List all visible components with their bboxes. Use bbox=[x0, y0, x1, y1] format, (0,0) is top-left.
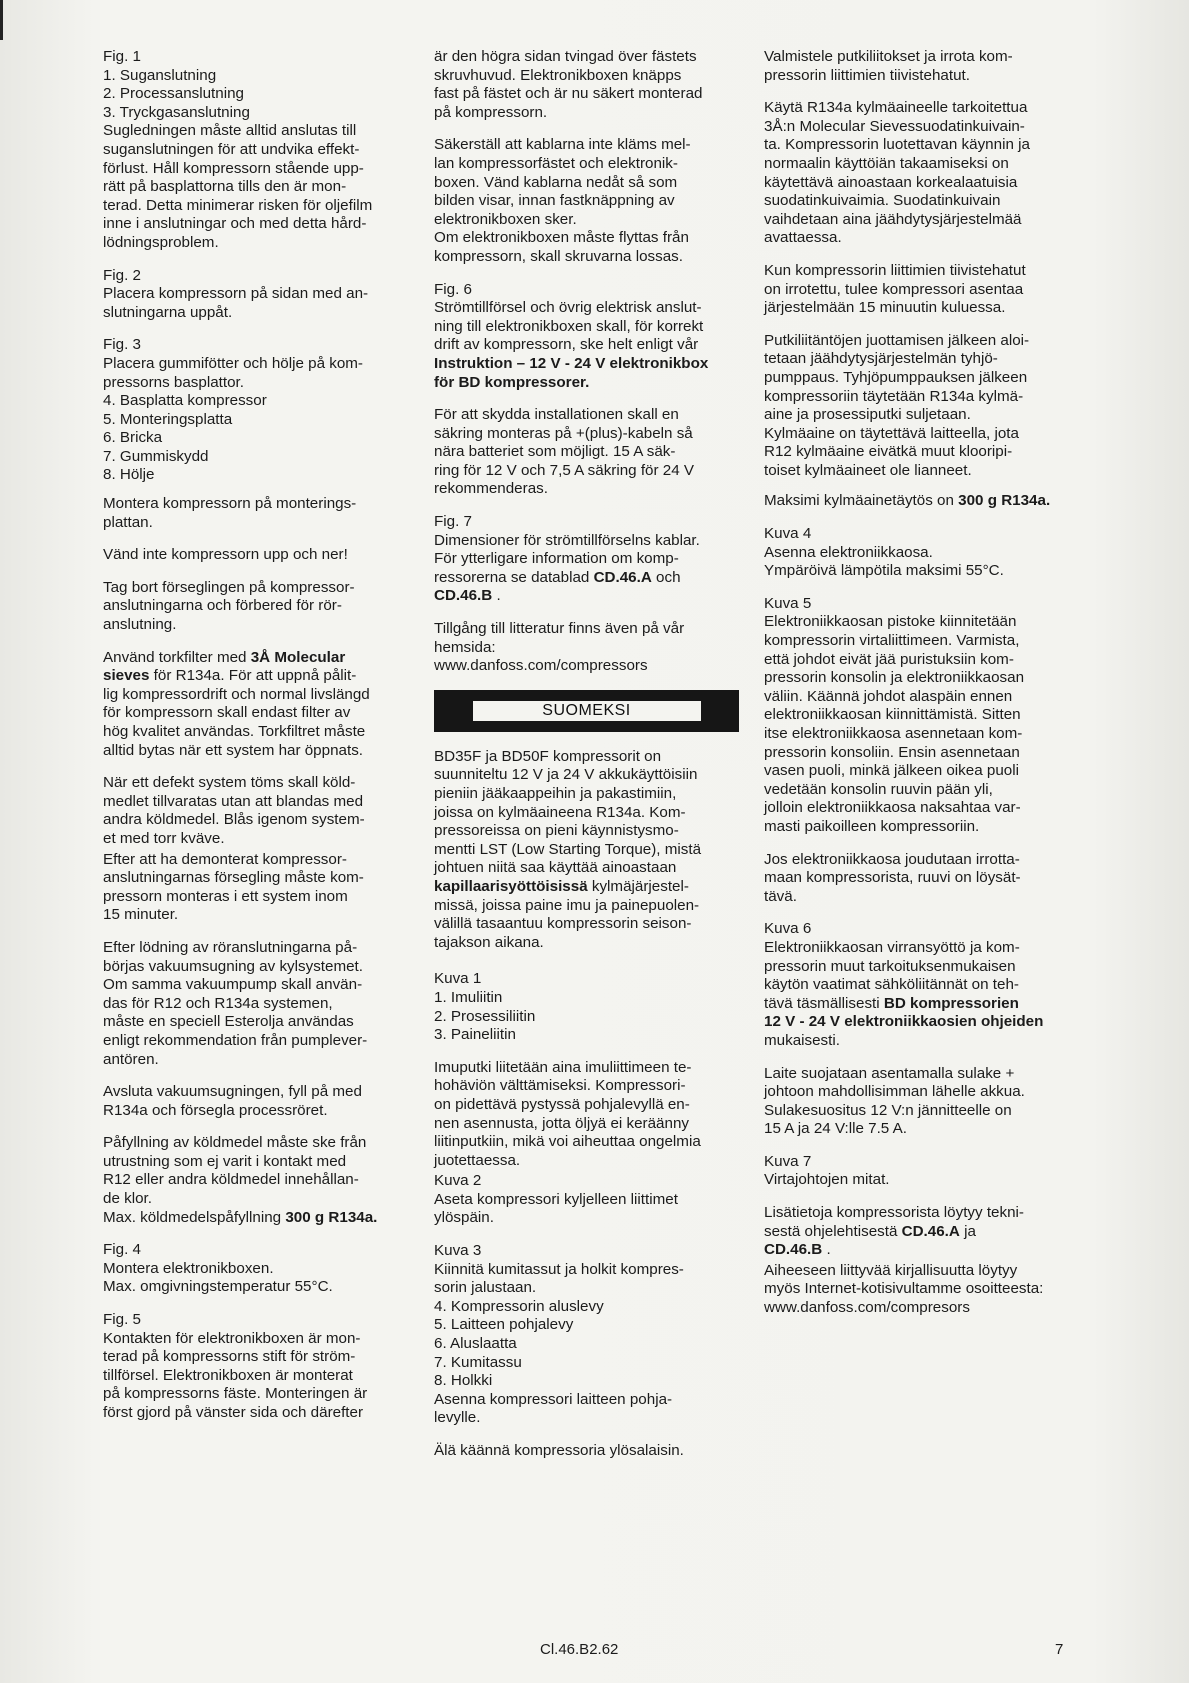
text: kylmäjärjestel- bbox=[587, 877, 689, 895]
text-line: måste en speciell Esterolja användas bbox=[103, 1013, 354, 1031]
paragraph-fuse bbox=[434, 406, 739, 499]
text-line: Sugledningen måste alltid anslutas till bbox=[103, 122, 357, 140]
text: . bbox=[822, 1241, 831, 1259]
text-line: jolloin elektroniikkaosa naksahtaa var- bbox=[764, 799, 1021, 817]
text-line: de klor. bbox=[103, 1190, 152, 1208]
text-line: R12 eller andra köldmedel innehållan- bbox=[103, 1171, 359, 1189]
text-line: rekommenderas. bbox=[434, 480, 548, 498]
text-line: boxen. Vänd kablarna nedåt så som bbox=[434, 173, 678, 191]
text-line: myös Internet-kotisivultamme osoitteesta: bbox=[764, 1280, 1044, 1298]
text-line: Vänd inte kompressorn upp och ner! bbox=[103, 546, 348, 564]
text: . bbox=[492, 587, 501, 605]
text-line: andra köldmedel. Blås igenom system- bbox=[103, 811, 365, 829]
text: tävä täsmällisesti bbox=[764, 994, 884, 1012]
text-line: Kuva 2 bbox=[434, 1172, 482, 1190]
paragraph-cables bbox=[434, 136, 739, 266]
document-code: Cl.46.B2.62 bbox=[540, 1641, 619, 1658]
doc-ref: CD.46.A bbox=[593, 568, 652, 586]
text-line: suunniteltu 12 V ja 24 V akkukäyttöisiin bbox=[434, 766, 698, 784]
text-line: juotettaessa. bbox=[434, 1151, 521, 1169]
text-line: 15 A ja 24 V:lle 7.5 A. bbox=[764, 1120, 907, 1138]
text-line: skruvhuvud. Elektronikboxen knäpps bbox=[434, 66, 682, 84]
text-line: 3. Paineliitin bbox=[434, 1026, 516, 1044]
text-line: När ett defekt system töms skall köld- bbox=[103, 774, 356, 792]
text-line: www.danfoss.com/compresors bbox=[764, 1299, 970, 1317]
text: och bbox=[651, 568, 681, 586]
text-line: nen asennusta, jotta öljyä ei keräänny bbox=[434, 1114, 689, 1132]
text-line: tajakson aikana. bbox=[434, 933, 544, 951]
text: ressorerna se datablad bbox=[434, 568, 594, 586]
text-line: maan kompressorista, ruuvi on löysät- bbox=[764, 869, 1021, 887]
text-line: Avsluta vakuumsugningen, fyll på med bbox=[103, 1083, 362, 1101]
text-line: käytettävä ainoastaan korkealaatuisia bbox=[764, 173, 1018, 191]
text-line: Montera elektronikboxen. bbox=[103, 1259, 274, 1277]
text-line: masti paikoilleen kompressoriin. bbox=[764, 817, 980, 835]
section-kuva6 bbox=[764, 920, 1071, 1050]
text-line: johtuen niitä saa käyttää ainoastaan bbox=[434, 859, 677, 877]
text-line: 15 minuter. bbox=[103, 906, 179, 924]
text-line bbox=[764, 995, 1071, 1014]
text-line: plattan. bbox=[103, 513, 153, 531]
text-bold: kapillaarisyöttöisissä bbox=[434, 877, 588, 895]
paragraph-filter bbox=[103, 649, 405, 761]
text-line: 6. Aluslaatta bbox=[434, 1335, 517, 1353]
text-line: käytön vaatimat sähköliitännät on teh- bbox=[764, 976, 1019, 994]
text-line: på kompressorn. bbox=[434, 103, 548, 121]
paragraph-more-info bbox=[764, 1204, 1071, 1260]
page-number: 7 bbox=[1055, 1641, 1064, 1658]
text-line: avattaessa. bbox=[764, 229, 842, 247]
text-line: är den högra sidan tvingad över fästets bbox=[434, 48, 697, 65]
text-line: välillä tasaantuu kompressorin seison- bbox=[434, 915, 692, 933]
section-kuva7 bbox=[764, 1153, 1071, 1190]
text-line: Instruktion – 12 V - 24 V elektronikbox bbox=[434, 354, 709, 372]
text-line: Käytä R134a kylmäaineelle tarkoitettua bbox=[764, 99, 1028, 117]
text-line: ta. Kompressorin luotettavan käynnin ja bbox=[764, 136, 1030, 154]
text-line: 3Å:n Molecular Sievessuodatinkuivain- bbox=[764, 117, 1025, 135]
text-line bbox=[764, 1223, 1071, 1242]
text-line: pressorin liittimien tiivistehatut. bbox=[764, 66, 970, 84]
text-line: Kylmäaine on täytettävä laitteella, jota bbox=[764, 424, 1019, 442]
text-line: 2. Processanslutning bbox=[103, 85, 244, 103]
text-line: on irrotettu, tulee kompressori asentaa bbox=[764, 280, 1024, 298]
text-line: inne i anslutningar och med detta hård- bbox=[103, 215, 367, 233]
text-line: sorin jalustaan. bbox=[434, 1279, 537, 1297]
text-line: Påfyllning av köldmedel måste ske från bbox=[103, 1134, 367, 1152]
text-line: förlust. Håll kompressorn stående upp- bbox=[103, 159, 364, 177]
text-line: Fig. 2 bbox=[103, 266, 141, 284]
paragraph-fuse-fi bbox=[764, 1065, 1071, 1139]
text-line: Kuva 6 bbox=[764, 920, 812, 938]
text-line: Fig. 7 bbox=[434, 513, 472, 531]
text-line: Om elektronikboxen måste flyttas från bbox=[434, 229, 689, 247]
text-line: alltid bytas när ett system har öppnats. bbox=[103, 741, 364, 759]
text-line: Tillgång till litteratur finns även på vår bbox=[434, 620, 685, 638]
section-fig7 bbox=[434, 513, 739, 606]
text-line: Virtajohtojen mitat. bbox=[764, 1171, 890, 1189]
text-line: Om samma vakuumpump skall använ- bbox=[103, 976, 363, 994]
text-lines bbox=[434, 748, 739, 878]
text-line: Max. omgivningstemperatur 55°C. bbox=[103, 1278, 333, 1296]
paragraph-filter-fi bbox=[764, 99, 1071, 248]
column-swedish-1 bbox=[103, 48, 405, 1437]
text-line: että johdot eivät jää puristuksiin kom- bbox=[764, 650, 1014, 668]
text: Använd torkfilter med bbox=[103, 648, 251, 666]
section-fig1 bbox=[103, 48, 405, 253]
text-line: kompressorn, skall skruvarna lossas. bbox=[434, 247, 683, 265]
text-line: pressoreissa on pieni käynnistysmo- bbox=[434, 822, 679, 840]
text-line: slutningarna uppåt. bbox=[103, 303, 233, 321]
text-line: kompressorin virtaliittimeen. Varmista, bbox=[764, 632, 1020, 650]
text-line: Elektroniikkaosan pistoke kiinnitetään bbox=[764, 613, 1017, 631]
paragraph-warning bbox=[103, 546, 405, 565]
text-line: Ympäröivä lämpötila maksimi 55°C. bbox=[764, 562, 1004, 580]
text-line: tillförsel. Elektronikboxen är monterat bbox=[103, 1366, 353, 1384]
text-line: på kompressorns fäste. Monteringen är bbox=[103, 1385, 368, 1403]
text-line: anslutningarna och förbered för rör- bbox=[103, 597, 342, 615]
text-bold: BD kompressorien bbox=[883, 994, 1019, 1012]
text-bold-lines bbox=[434, 355, 739, 392]
section-kuva2 bbox=[434, 1172, 739, 1228]
text-line: hemsida: bbox=[434, 638, 496, 656]
text-line: terad. Detta minimerar risken för oljefilm bbox=[103, 196, 373, 214]
paragraph-no-invert bbox=[434, 1442, 739, 1461]
text-line: levylle. bbox=[434, 1409, 481, 1427]
text-line: kompressoriin täytetään R134a kylmä- bbox=[764, 387, 1024, 405]
text-line: das för R12 och R134a systemen, bbox=[103, 994, 333, 1012]
paragraph-refill bbox=[103, 1134, 405, 1227]
text-line: et med torr kväve. bbox=[103, 829, 225, 847]
text-line: normaalin käyttöiän takaamiseksi on bbox=[764, 154, 1009, 172]
text-line: lödningsproblem. bbox=[103, 233, 219, 251]
text-line: för BD kompressorer. bbox=[434, 373, 590, 391]
text-line: Sulakesuositus 12 V:n jännitteelle on bbox=[764, 1101, 1012, 1119]
text-line: rätt på basplattorna tills den är mon- bbox=[103, 178, 347, 196]
doc-ref: CD.46.A bbox=[901, 1222, 960, 1240]
section-fig6 bbox=[434, 281, 739, 393]
text-line: www.danfoss.com/compressors bbox=[434, 657, 648, 675]
text-line: först gjord på vänster sida och därefter bbox=[103, 1404, 364, 1421]
text-line: 5. Monteringsplatta bbox=[103, 410, 233, 428]
section-fig5 bbox=[103, 1311, 405, 1423]
paragraph-website-fi bbox=[764, 1262, 1071, 1318]
text-line: johtoon mahdollisimman lähelle akkua. bbox=[764, 1083, 1025, 1101]
text-line: anslutningarnas försegling måste kom- bbox=[103, 869, 364, 887]
paragraph-caps bbox=[764, 262, 1071, 318]
text-line: utrustning som ej varit i kontakt med bbox=[103, 1152, 347, 1170]
text: Maksimi kylmäainetäytös on bbox=[764, 492, 959, 510]
text-line: för kompressorn skall endast filter av bbox=[103, 704, 351, 722]
text-line: 8. Hölje bbox=[103, 466, 155, 484]
text-line: 1. Imuliitin bbox=[434, 988, 503, 1006]
paragraph-max-fill bbox=[764, 492, 1071, 511]
text-lines bbox=[764, 1204, 1071, 1241]
text-line: Valmistele putkiliitokset ja irrota kom- bbox=[764, 48, 1013, 65]
text-line: Putkiliitäntöjen juottamisen jälkeen aloi- bbox=[764, 331, 1030, 349]
paragraph-mount bbox=[103, 495, 405, 532]
text: sestä ohjelehtisestä bbox=[764, 1222, 902, 1240]
paragraph-demount bbox=[103, 851, 405, 925]
text-line: vaihdetaan aina jäähdytysjärjestelmää bbox=[764, 210, 1022, 228]
text-lines bbox=[434, 513, 739, 606]
text-line: 6. Bricka bbox=[103, 429, 163, 447]
text-line: vasen puoli, minkä jälkeen oikea puoli bbox=[764, 762, 1019, 780]
text-line: antören. bbox=[103, 1050, 159, 1068]
text-line: Asenna elektroniikkaosa. bbox=[764, 543, 933, 561]
text-line: toiset kylmäaineet ole lianneet. bbox=[764, 461, 972, 479]
paragraph-intro-fi bbox=[434, 748, 739, 953]
text-line: Montera kompressorn på monterings- bbox=[103, 495, 357, 513]
text-line: Dimensioner för strömtillförselns kablar. bbox=[434, 531, 700, 549]
text-lines bbox=[764, 920, 1071, 1013]
text-line: Aiheeseen liittyvää kirjallisuutta löytyy bbox=[764, 1261, 1018, 1279]
text-line: 3. Tryckgasanslutning bbox=[103, 103, 250, 121]
text: ja bbox=[959, 1222, 976, 1240]
text-line: börjas vakuumsugning av kylsystemet. bbox=[103, 957, 363, 975]
section-kuva5 bbox=[764, 595, 1071, 837]
text-line: säkring monteras på +(plus)-kabeln så bbox=[434, 424, 693, 442]
paragraph-vacuum bbox=[103, 939, 405, 1069]
text-line: Placera gummifötter och hölje på kom- bbox=[103, 354, 363, 372]
text-line: bilden visar, innan fastknäppning av bbox=[434, 192, 675, 210]
text-line: pressorin muut tarkoituksenmukaisen bbox=[764, 957, 1016, 975]
text-line: Efter att ha demonterat kompressor- bbox=[103, 850, 347, 868]
text-bold: 12 V - 24 V elektroniikkaosien ohjeiden bbox=[764, 1013, 1044, 1031]
text-line: Kuva 3 bbox=[434, 1242, 482, 1260]
language-banner bbox=[434, 690, 739, 732]
doc-ref: CD.46.B bbox=[434, 587, 493, 605]
text-line: Säkerställ att kablarna inte kläms mel- bbox=[434, 136, 691, 154]
text-line: hohäviön välttämiseksi. Kompressori- bbox=[434, 1077, 686, 1095]
text-line: Kuva 5 bbox=[764, 594, 812, 612]
text: för R134a. För att uppnå pålit- bbox=[149, 667, 357, 685]
text-line: liitinputkiin, mikä voi aiheuttaa ongelmia bbox=[434, 1133, 701, 1151]
text-line: pressorn monteras i ett system inom bbox=[103, 887, 348, 905]
text-line bbox=[434, 569, 739, 588]
text-line: medlet tillvaratas utan att blandas med bbox=[103, 792, 364, 810]
text-line: R12 kylmäaine eivätkä muut klooripi- bbox=[764, 443, 1013, 461]
text-line: Kuva 7 bbox=[764, 1152, 812, 1170]
text-line bbox=[434, 587, 739, 606]
text-line: Kuva 1 bbox=[434, 970, 482, 988]
text-line: pumppaus. Tyhjöpumppauksen jälkeen bbox=[764, 368, 1028, 386]
paragraph-suction bbox=[434, 1059, 739, 1171]
text-line: Placera kompressorn på sidan med an- bbox=[103, 285, 369, 303]
section-fig2 bbox=[103, 267, 405, 323]
text-lines bbox=[103, 1134, 405, 1208]
section-fig3 bbox=[103, 336, 405, 485]
text-line: elektronikboxen sker. bbox=[434, 210, 577, 228]
column-swedish-finnish bbox=[434, 48, 739, 1475]
text-line: aine ja prosessiputki suljetaan. bbox=[764, 406, 971, 424]
text-bold: 300 g R134a. bbox=[958, 492, 1051, 510]
text-line: fast på fästet och är nu säkert monterad bbox=[434, 85, 703, 103]
text-line: 4. Basplatta kompressor bbox=[103, 392, 267, 410]
text-line: Efter lödning av röranslutningarna på- bbox=[103, 938, 358, 956]
text: mukaisesti. bbox=[764, 1031, 840, 1049]
text-line: 7. Gummiskydd bbox=[103, 447, 209, 465]
text-line: Fig. 3 bbox=[103, 336, 141, 354]
column-finnish bbox=[764, 48, 1071, 1332]
text-line: lig kompressordrift och normal livslängd bbox=[103, 685, 370, 703]
text-line: Kun kompressorin liittimien tiivistehatut bbox=[764, 261, 1026, 279]
text-line: 7. Kumitassu bbox=[434, 1353, 522, 1371]
banner-label: SUOMEKSI bbox=[473, 701, 701, 721]
text-line: pressorns basplattor. bbox=[103, 373, 244, 391]
text-bold: 300 g R134a. bbox=[285, 1208, 378, 1226]
text-line: Strömtillförsel och övrig elektrisk anslut- bbox=[434, 299, 702, 317]
text-line: anslutning. bbox=[103, 616, 177, 634]
text-line: mentti LST (Low Starting Torque), mistä bbox=[434, 840, 702, 858]
text-line: joissa on kylmäaineena R134a. Kom- bbox=[434, 803, 686, 821]
paragraph-box-mount bbox=[434, 48, 739, 122]
text-line: drift av kompressorn, ske helt enligt vår bbox=[434, 336, 699, 354]
crop-mark bbox=[0, 0, 3, 40]
text-line: missä, joissa paine imu ja painepuolen- bbox=[434, 896, 700, 914]
paragraph-website bbox=[434, 620, 739, 676]
text-line: ring för 12 V och 7,5 A säkring för 24 V bbox=[434, 461, 695, 479]
text-line: 5. Laitteen pohjalevy bbox=[434, 1316, 574, 1334]
text-line: Älä käännä kompressoria ylösalaisin. bbox=[434, 1442, 684, 1459]
text-lines bbox=[434, 897, 739, 953]
text-line: elektroniikkaosan kiinnittämistä. Sitten bbox=[764, 706, 1021, 724]
text-line: Aseta kompressori kyljelleen liittimet bbox=[434, 1190, 678, 1208]
text-line: ylöspäin. bbox=[434, 1209, 494, 1227]
text-line: 8. Holkki bbox=[434, 1372, 493, 1390]
text: Max. köldmedelspåfyllning bbox=[103, 1208, 286, 1226]
text-line: Fig. 4 bbox=[103, 1241, 141, 1259]
text-line: Fig. 6 bbox=[434, 280, 472, 298]
text-bold: 3Å Molecular bbox=[250, 648, 346, 666]
text-lines bbox=[434, 281, 739, 355]
text-line: vedetään konsolin ruuvin pään yli, bbox=[764, 780, 993, 798]
text-line: För ytterligare information om komp- bbox=[434, 550, 679, 568]
text-line: suganslutningen för att undvika effekt- bbox=[103, 140, 360, 158]
text-line: tetaan jäähdytysjärjestelmän tyhjö- bbox=[764, 350, 998, 368]
text-line: on pidettävä pystyssä pohjalevyllä en- bbox=[434, 1095, 690, 1113]
text-line: R134a och försegla processröret. bbox=[103, 1101, 328, 1119]
text-line: Kiinnitä kumitassut ja holkit kompres- bbox=[434, 1260, 684, 1278]
text-line: terad på kompressorns stift för ström- bbox=[103, 1348, 356, 1366]
text-line: 4. Kompressorin aluslevy bbox=[434, 1297, 604, 1315]
section-kuva4 bbox=[764, 525, 1071, 581]
paragraph-vacuum-fi bbox=[764, 332, 1071, 481]
section-fig4 bbox=[103, 1241, 405, 1297]
text-line: tävä. bbox=[764, 887, 797, 905]
paragraph-seal bbox=[103, 579, 405, 635]
text-line: BD35F ja BD50F kompressorit on bbox=[434, 747, 662, 765]
text-line: Fig. 5 bbox=[103, 1311, 141, 1329]
text-line: pressorin konsolin ja elektroniikkaosan bbox=[764, 669, 1025, 687]
text-line: Elektroniikkaosan virransyöttö ja kom- bbox=[764, 938, 1020, 956]
text-line: Tag bort förseglingen på kompressor- bbox=[103, 578, 355, 596]
text-line: järjestelmään 15 minuutin kuluessa. bbox=[764, 299, 1006, 317]
text-lines bbox=[103, 686, 405, 760]
text-line: suodatinkuivaimia. Suodatinkuivain bbox=[764, 192, 1001, 210]
text-line: 1. Suganslutning bbox=[103, 66, 217, 84]
paragraph-remove bbox=[764, 851, 1071, 907]
paragraph-finish bbox=[103, 1083, 405, 1120]
section-kuva1 bbox=[434, 970, 739, 1044]
doc-ref: CD.46.B bbox=[764, 1241, 823, 1259]
text-line: pieniin jääkaappeihin ja pakastimiin, bbox=[434, 785, 677, 802]
text-bold: sieves bbox=[103, 667, 150, 685]
text-line: Laite suojataan asentamalla sulake + bbox=[764, 1064, 1015, 1082]
text-line: Asenna kompressori laitteen pohja- bbox=[434, 1390, 673, 1408]
text-line: lan kompressorfästet och elektronik- bbox=[434, 154, 678, 172]
text-line: väliin. Käännä johdot alaspäin ennen bbox=[764, 687, 1013, 705]
text-line: pressorin konsoliin. Ensin asennetaan bbox=[764, 743, 1020, 761]
text-line: Fig. 1 bbox=[103, 48, 141, 65]
text-line: nära batteriet som möjligt. 15 A säk- bbox=[434, 443, 676, 461]
text-line: 2. Prosessiliitin bbox=[434, 1007, 536, 1025]
text-line: ning till elektronikboxen skall, för korrekt bbox=[434, 317, 704, 335]
text-line: Kontakten för elektronikboxen är mon- bbox=[103, 1329, 361, 1347]
text-line: För att skydda installationen skall en bbox=[434, 406, 679, 424]
text-line: Imuputki liitetään aina imuliittimeen te- bbox=[434, 1058, 692, 1076]
section-kuva3 bbox=[434, 1242, 739, 1428]
paragraph-defect bbox=[103, 774, 405, 848]
text-line: Kuva 4 bbox=[764, 525, 812, 543]
text-line: Jos elektroniikkaosa joudutaan irrotta- bbox=[764, 850, 1020, 868]
paragraph-prepare bbox=[764, 48, 1071, 85]
text-line: itse elektroniikkaosa asennetaan kom- bbox=[764, 725, 1023, 742]
text-line: hög kvalitet användas. Torkfiltret måste bbox=[103, 723, 366, 740]
text-line: Lisätietoja kompressorista löytyy tekni- bbox=[764, 1204, 1024, 1222]
text-line: enligt rekommendation från pumplever- bbox=[103, 1031, 368, 1049]
